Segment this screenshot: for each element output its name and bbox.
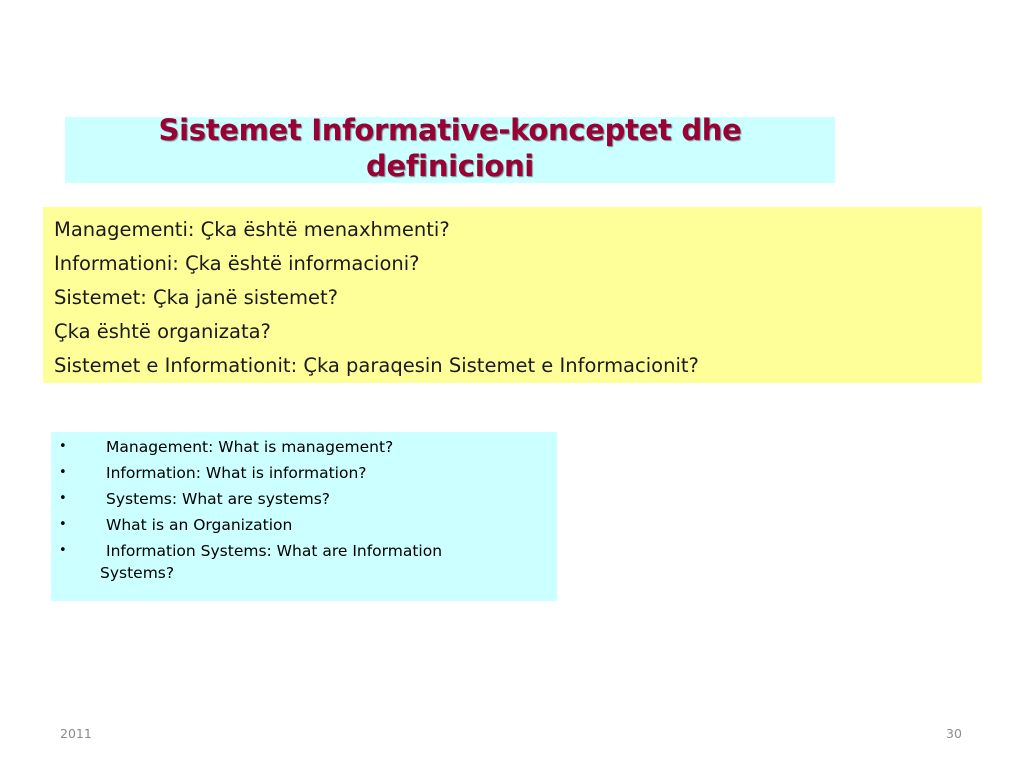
slide-title-line-2: definicioni: [366, 149, 534, 183]
english-question-text: Systems: What are systems?: [106, 490, 331, 508]
english-question-text: Information Systems: What are Information: [106, 542, 443, 560]
bullet-icon: •: [59, 543, 67, 558]
english-questions-list: [51, 432, 557, 584]
bullet-icon: •: [59, 465, 67, 480]
albanian-question-item: Informationi: Çka është informacioni?: [54, 252, 420, 275]
bullet-icon: •: [59, 517, 67, 532]
albanian-question-item: Sistemet: Çka janë sistemet?: [54, 286, 339, 309]
bullet-icon: •: [59, 491, 67, 506]
footer-year: 2011: [60, 726, 92, 741]
english-question-text: What is an Organization: [106, 516, 293, 534]
english-question-item: [59, 434, 557, 460]
english-questions-box: [51, 432, 557, 601]
english-question-item: [59, 538, 557, 584]
slide-title-line-1: Sistemet Informative-konceptet dhe: [158, 113, 742, 147]
albanian-question-item: Çka është organizata?: [54, 320, 271, 343]
albanian-questions-box: [43, 207, 982, 383]
english-question-continuation: Systems?: [100, 564, 175, 582]
bullet-icon: •: [59, 439, 67, 454]
albanian-question-item: Managementi: Çka është menaxhmenti?: [54, 218, 450, 241]
slide-page-number: 30: [946, 726, 962, 741]
english-question-text: Management: What is management?: [106, 438, 394, 456]
english-question-item: [59, 512, 557, 538]
albanian-questions-list: [43, 207, 982, 383]
albanian-question-item: Sistemet e Informationit: Çka paraqesin Sistemet e Informacionit?: [54, 354, 699, 377]
slide-title: [65, 112, 835, 184]
english-question-item: [59, 486, 557, 512]
english-question-text: Information: What is information?: [106, 464, 367, 482]
english-question-item: [59, 460, 557, 486]
